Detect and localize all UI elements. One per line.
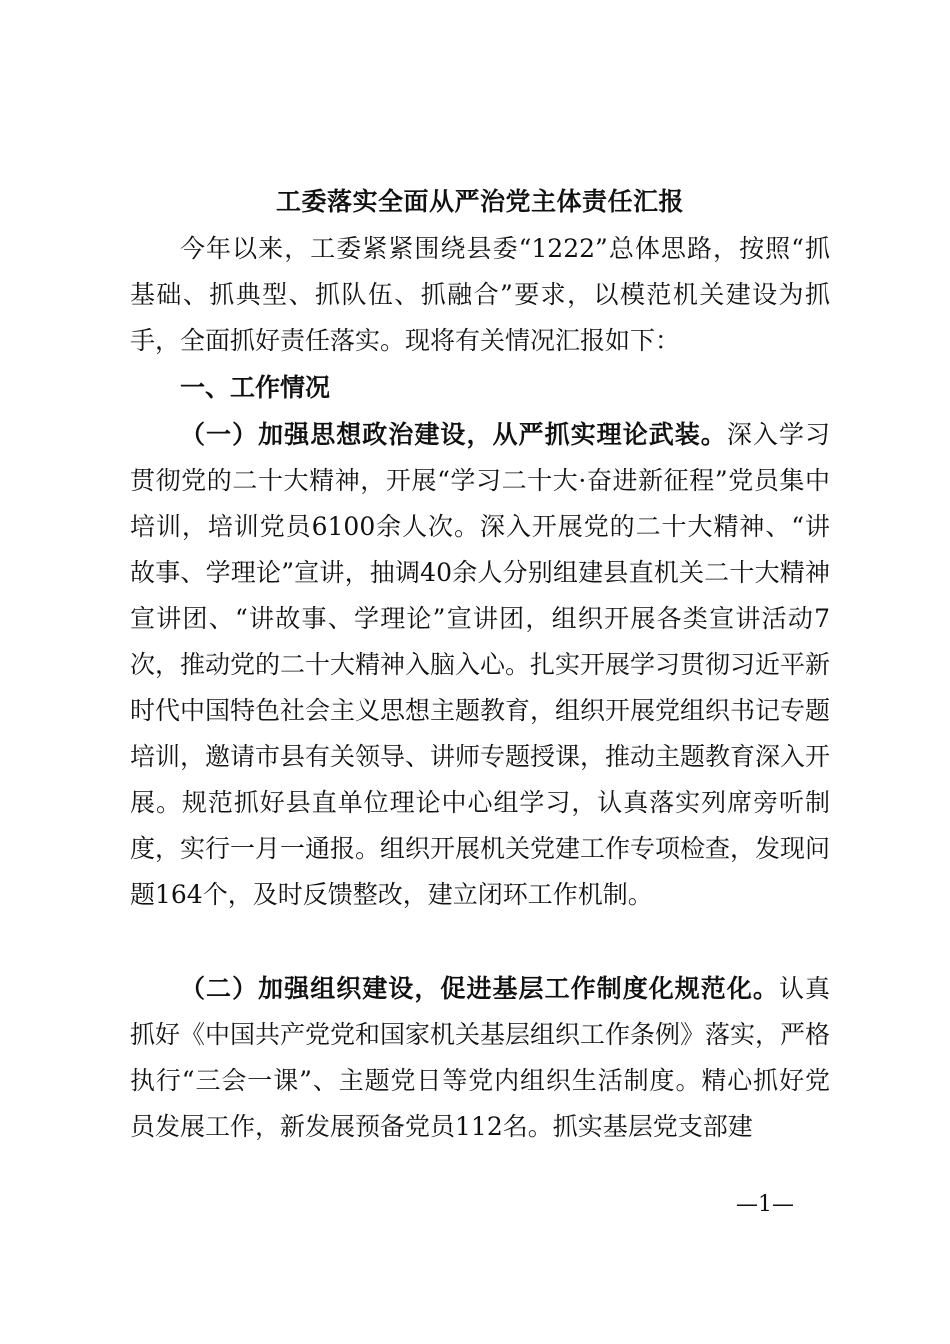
paragraph-2 xyxy=(130,966,830,1150)
paragraph-1 xyxy=(130,412,830,918)
intro-paragraph: 今年以来，工委紧紧围绕县委“1222”总体思路，按照“抓基础、抓典型、抓队伍、抓融合”要求，以模范机关建设为抓手，全面抓好责任落实。现将有关情况汇报如下： xyxy=(130,234,830,355)
paragraph-2-lead: （二）加强组织建设，促进基层工作制度化规范化。 xyxy=(180,974,779,1003)
section-heading: 一、工作情况 xyxy=(180,373,331,402)
document-title: 工委落实全面从严治党主体责任汇报 xyxy=(275,187,684,216)
page-number: —1— xyxy=(736,1192,794,1217)
paragraph-1-body: 深入学习贯彻党的二十大精神，开展“学习二十大·奋进新征程”党员集中培训，培训党员6100余人次。深入开展党的二十大精神、“讲故事、学理论”宣讲，抽调40余人分别组建县直机关二十大精神宣讲团、“讲故事、学理论”宣讲团，组织开展各类宣讲活动7次，推动党的二十大精神入脑入心。扎实开展学习贯彻习近平新时代中国特色社会主义思想主题教育，组织开展党组织书记专题培训，邀请市县有关领导、讲师专题授课，推动主题教育深入开展。规范抓好县直单位理论中心组学习，认真落实列席旁听制度，实行一月一通报。组织开展机关党建工作专项检查，发现问题164个，及时反馈整改，建立闭环工作机制。 xyxy=(130,420,831,909)
paragraph-1-lead: （一）加强思想政治建设，从严抓实理论武装。 xyxy=(180,420,727,449)
paragraph-2-body: 认真抓好《中国共产党党和国家机关基层组织工作条例》落实，严格执行“三会一课”、主题党日等党内组织生活制度。精心抓好党员发展工作，新发展预备党员112名。抓实基层党支部建 xyxy=(130,974,831,1141)
